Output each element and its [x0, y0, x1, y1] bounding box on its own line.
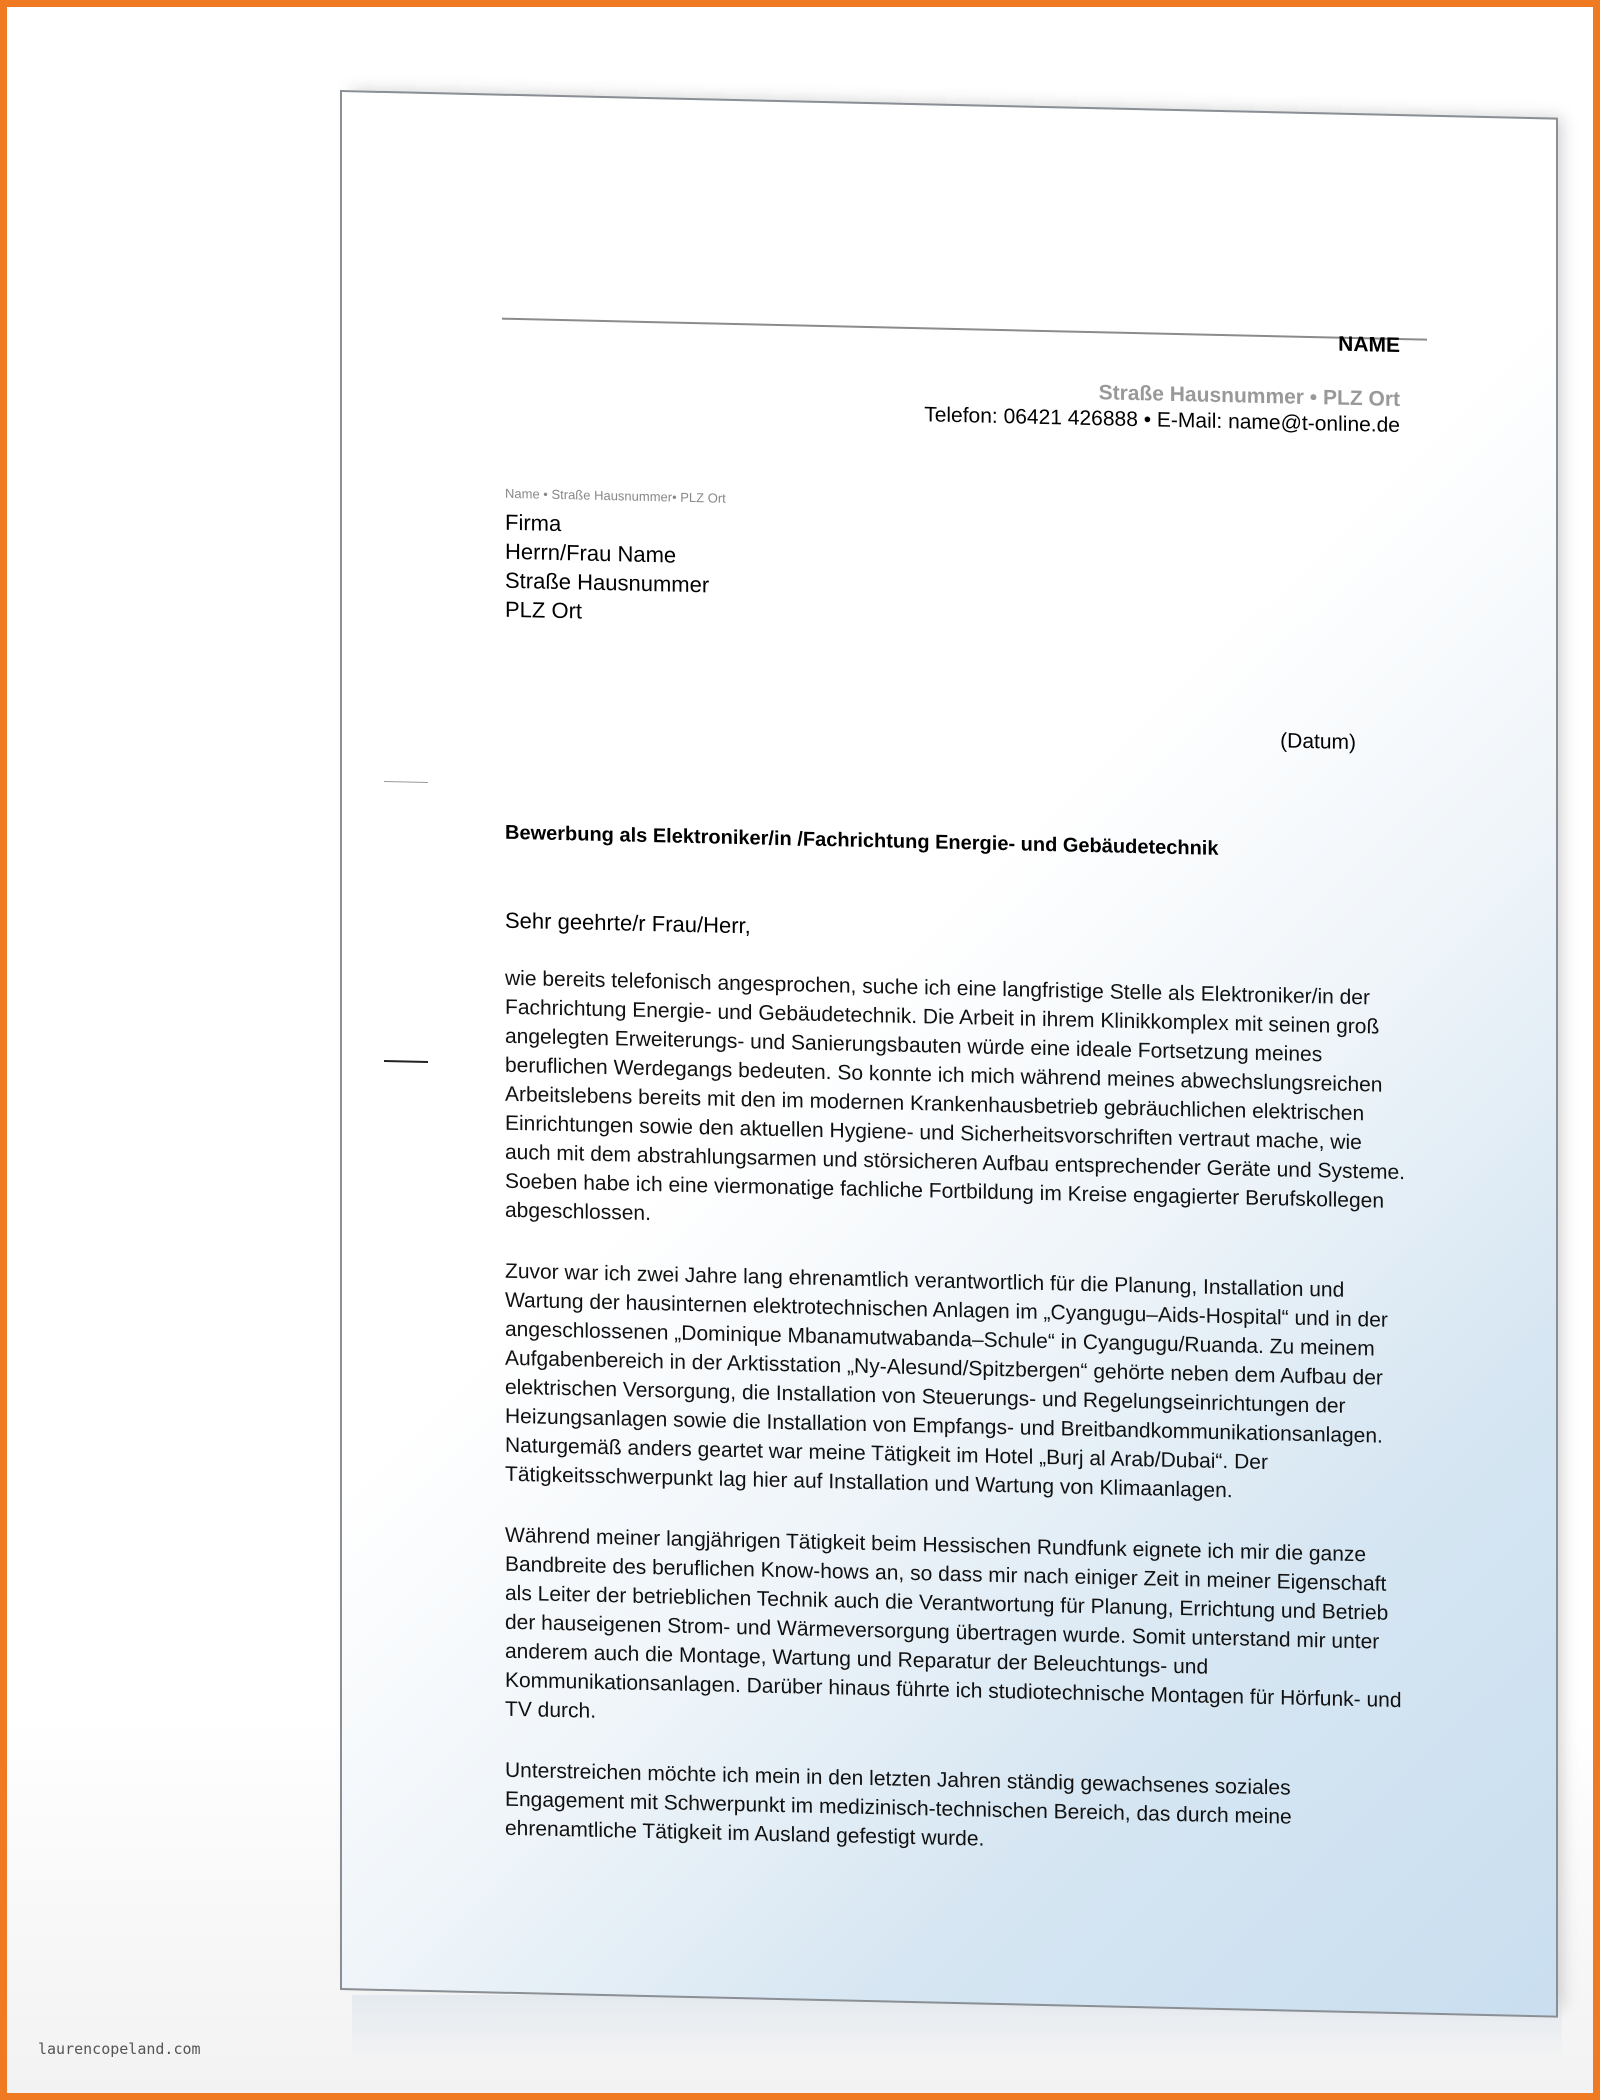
return-address-line: Name • Straße Hausnummer• PLZ Ort	[505, 485, 726, 506]
sender-address: Straße Hausnummer • PLZ Ort	[1098, 381, 1400, 412]
recipient-street: Straße Hausnummer	[505, 567, 710, 598]
fold-mark-top	[384, 781, 428, 783]
recipient-person: Herrn/Frau Name	[505, 538, 677, 568]
letter-date: (Datum)	[1280, 729, 1356, 755]
body-paragraph-3: Während meiner langjährigen Tätigkeit beim Hessischen Rundfunk eignete ich mir die ganze Bandbreite des beruflichen Know-hows an, so dass mir nach einiger Zeit in meiner Eigenschaft als Leiter der betrieblichen Technik auch die Verantwortung für Planung, Errichtung und Betrieb der hauseigenen Strom- und Wärmeversorgung übertragen wurde. Somit unterstand mir unter anderem auch die Montage, Wartung und Reparatur der Beleuchtungs- und Kommunikationsanlagen. Darüber hinaus führte ich studiotechnische Montagen für Hörfunk- und TV durch.	[505, 1523, 1402, 1723]
site-watermark: laurencopeland.com	[38, 2040, 201, 2058]
sender-contact: Telefon: 06421 426888 • E-Mail: name@t-online.de	[924, 403, 1400, 438]
letter-salutation: Sehr geehrte/r Frau/Herr,	[505, 907, 751, 939]
body-paragraph-1: wie bereits telefonisch angesprochen, suche ich eine langfristige Stelle als Elektroniker/in der Fachrichtung Energie- und Gebäudetechnik. Die Arbeit in ihrem Klinikkomplex mit seinen groß angelegten Erweiterungs- und Sanierungsbauten würde eine ideale Fortsetzung meines beruflichen Werdegangs bedeuten. So konnte ich mich während meines abwechslungsreichen Arbeitslebens bereits mit den im modernen Krankenhausbetrieb gebräuchlichen elektrischen Einrichtungen sowie den aktuellen Hygiene- und Sicherheitsvorschriften vertraut mache, wie auch mit dem abstrahlungsarmen und störsicheren Aufbau entsprechender Geräte und Systeme. Soeben habe ich eine viermonatige fachliche Fortbildung im Kreise engagierter Berufskollegen abgeschlossen.	[505, 966, 1406, 1226]
letter-subject: Bewerbung als Elektroniker/in /Fachrichtung Energie- und Gebäudetechnik	[505, 821, 1219, 860]
recipient-company: Firma	[505, 509, 562, 537]
recipient-address	[505, 508, 709, 629]
sender-name: NAME	[1338, 332, 1400, 358]
body-paragraph-2: Zuvor war ich zwei Jahre lang ehrenamtlich verantwortlich für die Planung, Installation und Wartung der hausinternen elektrotechnischen Anlagen im „Cyangugu–Aids-Hospital“ und in der angeschlossenen „Dominique Mbanamutwabanda–Schule“ in Cyangugu/Ruanda. Zu meinem Aufgabenbereich in der Arktisstation „Ny-Alesund/Spitzbergen“ gehörte neben dem Aufbau der elektrischen Versorgung, die Installation von Steuerungs- und Regelungseinrichtungen der Heizungsanlagen sowie die Installation von Empfangs- und Breitbandkommunikationsanlagen. Naturgemäß anders geartet war meine Tätigkeit im Hotel „Burj al Arab/Dubai“. Der Tätigkeitsschwerpunkt lag hier auf Installation und Wartung von Klimaanlagen.	[505, 1259, 1388, 1503]
letter-body	[505, 964, 1410, 1896]
header-rule	[502, 318, 1427, 341]
letter-document	[340, 90, 1558, 2018]
body-paragraph-4: Unterstreichen möchte ich mein in den letzten Jahren ständig gewachsenes soziales Engagement mit Schwerpunkt im medizinisch-technischen Bereich, das durch meine ehrenamtliche Tätigkeit im Ausland gefestigt wurde.	[505, 1758, 1292, 1851]
punch-mark	[384, 1060, 428, 1063]
recipient-city: PLZ Ort	[505, 596, 583, 624]
